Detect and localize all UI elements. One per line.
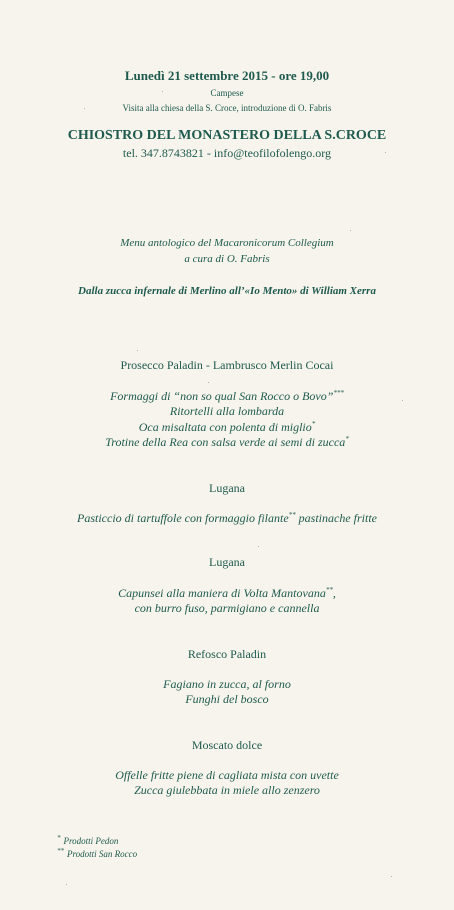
dish-4-1: Fagiano in zucca, al forno xyxy=(163,677,291,691)
wine-label-5: Moscato dolce xyxy=(191,738,263,752)
dish-text-cont: pastinache fritte xyxy=(295,511,377,525)
paper-speck xyxy=(208,382,209,383)
wine-label-4: Refosco Paladin xyxy=(187,647,267,661)
footnote-mark: ** xyxy=(57,847,64,855)
dish-5-2: Zucca giulebbata in miele allo zenzero xyxy=(134,783,320,797)
dish-text: Pasticcio di tartuffole con formaggio filante xyxy=(77,511,289,525)
dish-2-1 xyxy=(0,511,454,526)
footnote-marker: *** xyxy=(333,389,344,397)
menu-intro-line: Menu antologico del Macaronicorum Collegium xyxy=(120,237,334,249)
paper-speck xyxy=(84,108,85,109)
dish-5-1: Offelle fritte piene di cagliata mista con uvette xyxy=(115,768,339,782)
dish-1-1 xyxy=(0,389,454,404)
dish-text: Formaggi di “non so qual San Rocco o Bovo” xyxy=(110,389,334,403)
paper-speck xyxy=(385,152,386,153)
dish-1-2: Ritortelli alla lombarda xyxy=(169,404,285,418)
footnote-marker: * xyxy=(345,435,349,443)
dish-text: Capunsei alla maniera di Volta Mantovana xyxy=(118,586,326,600)
dish-text-cont: , xyxy=(332,586,336,600)
footnote-marker: ** xyxy=(325,586,333,594)
paper-speck xyxy=(137,350,138,351)
venue-contacts: tel. 347.8743821 - info@teofilofolengo.org xyxy=(122,146,332,160)
paper-speck xyxy=(258,546,259,547)
wine-label-2: Lugana xyxy=(209,481,245,495)
footnote-2 xyxy=(57,849,137,859)
menu-subtitle: Dalla zucca infernale di Merlino all’«Io Mento» di William Xerra xyxy=(78,285,376,297)
footnote-mark: * xyxy=(57,834,61,842)
footnote-text: Prodotti San Rocco xyxy=(67,849,138,859)
event-place: Campese xyxy=(210,88,244,98)
event-visit: Visita alla chiesa della S. Croce, introduzione di O. Fabris xyxy=(122,103,332,113)
footnote-marker: ** xyxy=(288,511,296,519)
dish-3-2: con burro fuso, parmigiano e cannella xyxy=(134,601,320,615)
paper-speck xyxy=(391,876,392,877)
dish-1-3 xyxy=(0,420,454,435)
wine-label-3: Lugana xyxy=(209,555,245,569)
dish-text: Oca misaltata con polenta di miglio xyxy=(138,420,312,434)
dish-1-4 xyxy=(0,435,454,450)
paper-speck xyxy=(162,91,163,92)
dish-4-2: Funghi del bosco xyxy=(185,692,269,706)
menu-curator-line: a cura di O. Fabris xyxy=(184,253,270,265)
dish-3-1 xyxy=(0,586,454,601)
event-date: Lunedì 21 settembre 2015 - ore 19,00 xyxy=(124,68,330,83)
dish-text: Trotine della Rea con salsa verde ai semi di zucca xyxy=(105,435,346,449)
paper-speck xyxy=(66,884,67,885)
venue-title: CHIOSTRO DEL MONASTERO DELLA S.CROCE xyxy=(67,128,387,143)
footnote-marker: * xyxy=(311,420,316,428)
wine-label-1: Prosecco Paladin - Lambrusco Merlin Cocai xyxy=(120,358,334,372)
footnote-1 xyxy=(57,836,118,846)
paper-speck xyxy=(402,400,403,401)
footnote-text: Prodotti Pedon xyxy=(63,836,119,846)
paper-speck xyxy=(350,230,351,231)
